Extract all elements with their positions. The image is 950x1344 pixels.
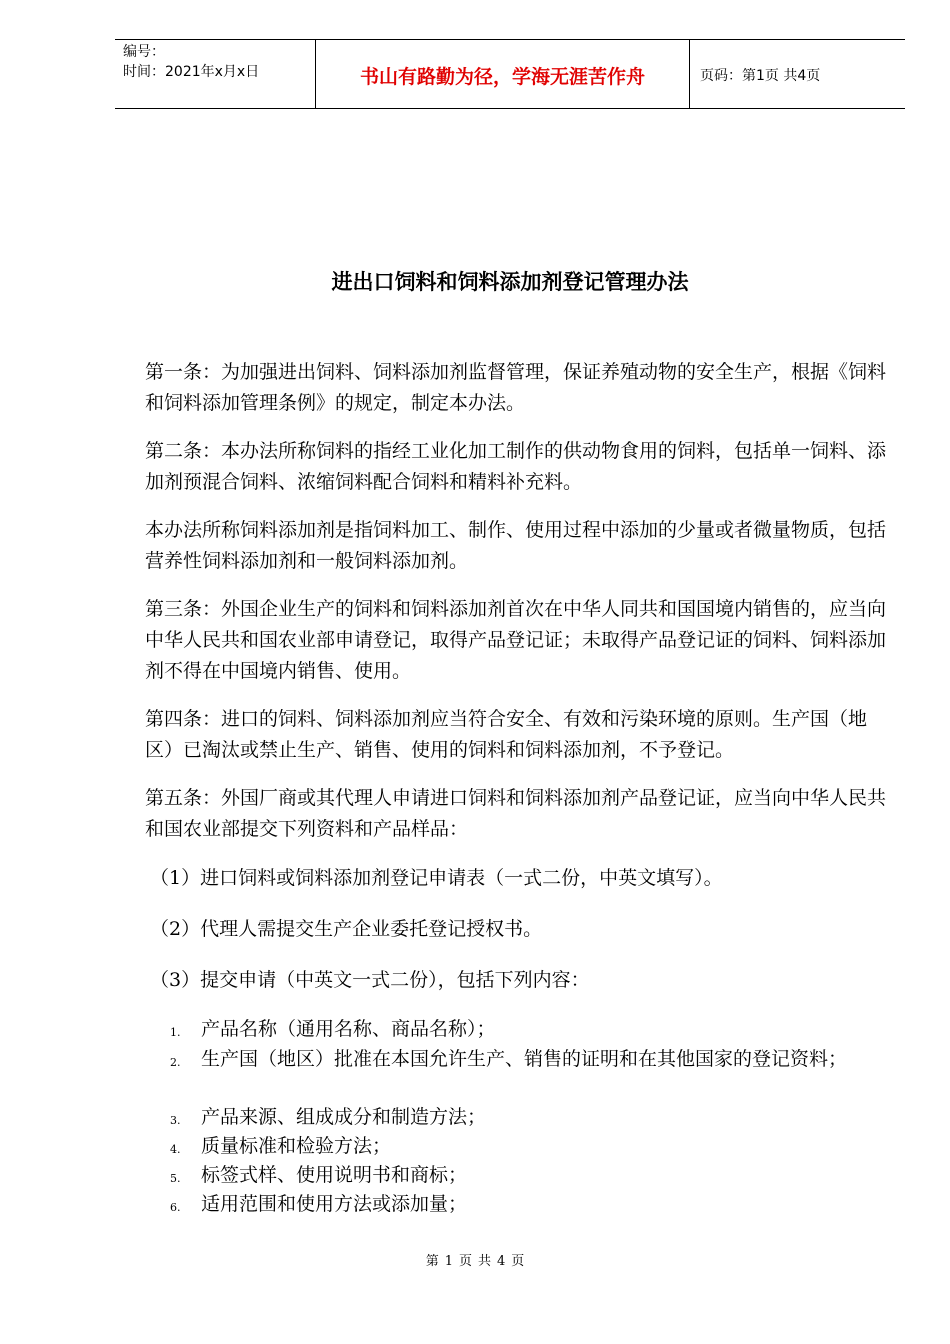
article-1: 第一条：为加强进出饲料、饲料添加剂监督管理，保证养殖动物的安全生产，根据《饲料和饲料添加管理条例》的规定，制定本办法。: [145, 361, 887, 414]
sub-item-number: 2.: [170, 1056, 181, 1069]
sub-item-number: 3.: [170, 1114, 181, 1127]
sub-item-text: 产品来源、组成成分和制造方法；: [201, 1106, 487, 1128]
document-time-label: 时间：2021年x月x日: [123, 64, 260, 80]
page-header: [115, 39, 905, 109]
article-5: 第五条：外国厂商或其代理人申请进口饲料和饲料添加剂产品登记证，应当向中华人民共和国农业部提交下列资料和产品样品：: [145, 787, 887, 840]
footer-ye-2: 页: [511, 1254, 525, 1269]
article-2-continued: 本办法所称饲料添加剂是指饲料加工、制作、使用过程中添加的少量或者微量物质，包括营养性饲料添加剂和一般饲料添加剂。: [145, 519, 887, 572]
article-2: 第二条：本办法所称饲料的指经工业化加工制作的供动物食用的饲料，包括单一饲料、添加剂预混合饲料、浓缩饲料配合饲料和精料补充料。: [145, 440, 887, 493]
article-4: 第四条：进口的饲料、饲料添加剂应当符合安全、有效和污染环境的原则。生产国（地区）已淘汰或禁止生产、销售、使用的饲料和饲料添加剂，不予登记。: [145, 708, 868, 761]
document-number-label: 编号：: [123, 44, 165, 60]
sub-item-number: 5.: [170, 1172, 181, 1185]
list-item-2: （2）代理人需提交生产企业委托登记授权书。: [150, 918, 543, 940]
sub-item-text: 标签式样、使用说明书和商标；: [201, 1164, 468, 1186]
footer-gong: 共: [478, 1254, 492, 1269]
sub-item-text: 适用范围和使用方法或添加量；: [201, 1193, 468, 1215]
list-item-3: （3）提交申请（中英文一式二份），包括下列内容：: [150, 969, 590, 991]
footer-ye: 页: [458, 1254, 472, 1269]
article-3: 第三条：外国企业生产的饲料和饲料添加剂首次在中华人同共和国国境内销售的，应当向中华人民共和国农业部申请登记，取得产品登记证；未取得产品登记证的饲料、饲料添加剂不得在中国境内销售、使用。: [145, 598, 887, 682]
header-middle-cell: [316, 40, 690, 108]
sub-item-text: 质量标准和检验方法；: [201, 1135, 392, 1157]
list-item-1: （1）进口饲料或饲料添加剂登记申请表（一式二份，中英文填写）。: [150, 867, 723, 889]
sub-item-text: 生产国（地区）批准在本国允许生产、销售的证明和在其他国家的登记资料；: [201, 1048, 848, 1070]
footer-page-number: 1: [444, 1254, 453, 1269]
sub-item-number: 1.: [170, 1026, 181, 1039]
sub-item-number: 6.: [170, 1201, 181, 1214]
footer-total-pages: 4: [497, 1254, 506, 1269]
sub-item-number: 4.: [170, 1143, 181, 1156]
sub-item-text: 产品名称（通用名称、商品名称）；: [201, 1018, 496, 1040]
header-right-cell: [690, 40, 905, 108]
page-footer: [0, 1250, 950, 1269]
header-motto: 书山有路勤为径，学海无涯苦作舟: [359, 66, 645, 88]
header-page-info: 页码：第1页 共4页: [700, 68, 821, 84]
header-left-cell: [115, 40, 316, 108]
footer-di: 第: [425, 1254, 439, 1269]
document-title: 进出口饲料和饲料添加剂登记管理办法: [331, 270, 689, 294]
